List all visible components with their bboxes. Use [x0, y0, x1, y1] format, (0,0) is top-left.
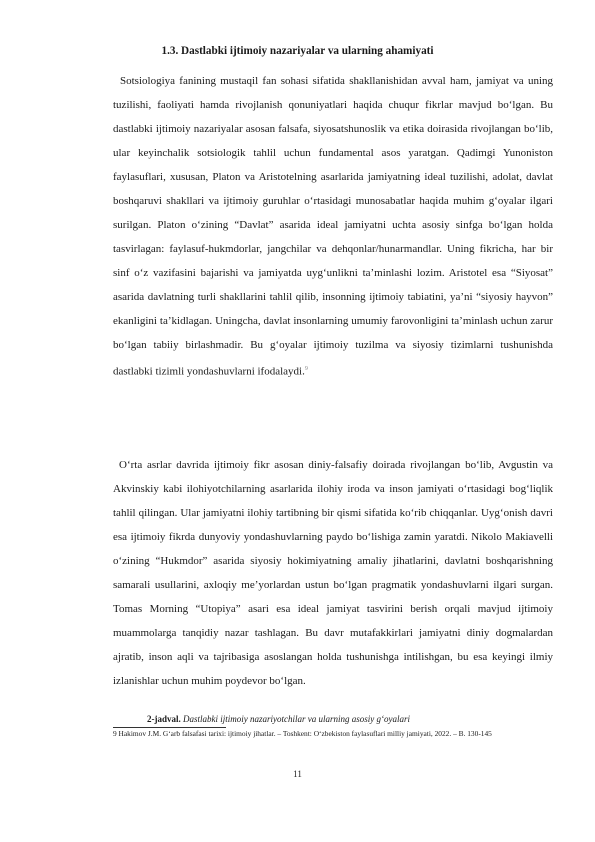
- paragraph-text: Sotsiologiya fanining mustaqil fan sohasi sifatida shakllanishidan avval ham, jamiyat va uning tuzilishi, faoliyati hamda rivojlanish qonuniyatlari haqida chuqur fikrlar mavjud bo‘lgan. Bu dastlabki ijtimoiy nazariyalar asosan falsafa, siyosatshunoslik va etika doirasida rivojlangan bo‘lib, ular keyinchalik sotsiologik tahlil uchun fundamental asos yaratgan. Qadimgi Yunoniston faylasuflari, xususan, Platon va Aristotelning asarlarida jamiyatning ideal tuzilishi, adolat, davlat boshqaruvi shakllari va ijtimoiy guruhlar o‘rtasidagi munosabatlar haqida muhim g‘oyalar ilgari surilgan. Platon o‘zining “Davlat” asarida ideal jamiyatni uchta asosiy sinfga bo‘lgan holda tasvirlagan: faylasuf-hukmdorlar, jangchilar va dehqonlar/hunarmandlar. Uning fikricha, har bir sinf o‘z vazifasini bajarishi va jamiyatda uyg‘unlikni ta’minlashi lozim. Aristotel esa “Siyosat” asarida davlatning turli shakllarini tahlil qilib, insonning ijtimoiy tabiatini, ya’ni “siyosiy hayvon” ekanligini ta’kidlagan. Uningcha, davlat insonlarning umumiy farovonligini ta’minlash uchun zarur bo‘lgan tabiiy birlashmadir. Bu g‘oyalar ijtimoiy tuzilma va siyosiy tizimlarni tushunishda dastlabki tizimli yondashuvlarni ifodalaydi.: [113, 75, 553, 378]
- footnote-reference[interactable]: 9: [304, 366, 308, 372]
- table-title: Dastlabki ijtimoiy nazariyotchilar va ularning asosiy g‘oyalari: [183, 714, 410, 724]
- paragraph-medieval-renaissance: O‘rta asrlar davrida ijtimoiy fikr asosan diniy-falsafiy doirada rivojlangan bo‘lib, Avgustin va Akvinskiy kabi ilohiyotchilarning asarlarida ilohiy iroda va inson jamiyati o‘rtasidagi bog‘liqlik tahlil qilingan. Ular jamiyatni ilohiy tartibning bir qismi sifatida ko‘rib chiqqanlar. Uyg‘onish davri esa ijtimoiy fikrda dunyoviy yondashuvlarning paydo bo‘lishiga zamin yaratdi. Nikolo Makiavelli o‘zining “Hukmdor” asarida siyosiy hokimiyatning amaliy jihatlarini, davlatni boshqarishning samarali usullarini, axloqiy me’yorlardan ustun bo‘lgan pragmatik yondashuvlarni ilgari surgan. Tomas Morning “Utopiya” asari esa ideal jamiyat tasvirini berish orqali mavjud ijtimoiy muammolarga tanqidiy nazar tashlagan. Bu davr mutafakkirlari jamiyatni diniy dogmalardan ajratib, inson aqli va tajribasiga asoslangan holda tushunishga intilishgan, bu esa keyingi ilmiy izlanishlar uchun muhim poydevor bo‘lgan.: [113, 459, 553, 687]
- section-heading: 1.3. Dastlabki ijtimoiy nazariyalar va ularning ahamiyati: [161, 45, 434, 57]
- page-number: 11: [293, 769, 302, 779]
- paragraph-ancient-theories: [113, 69, 553, 384]
- table-caption: [147, 712, 410, 726]
- footnote: 9 Hakimov J.M. G‘arb falsafasi tarixi: ijtimoiy jihatlar. – Toshkent: O‘zbekiston faylasuflari milliy jamiyati, 2022. – B. 130-145: [113, 729, 492, 738]
- table-label: 2-jadval.: [147, 714, 181, 724]
